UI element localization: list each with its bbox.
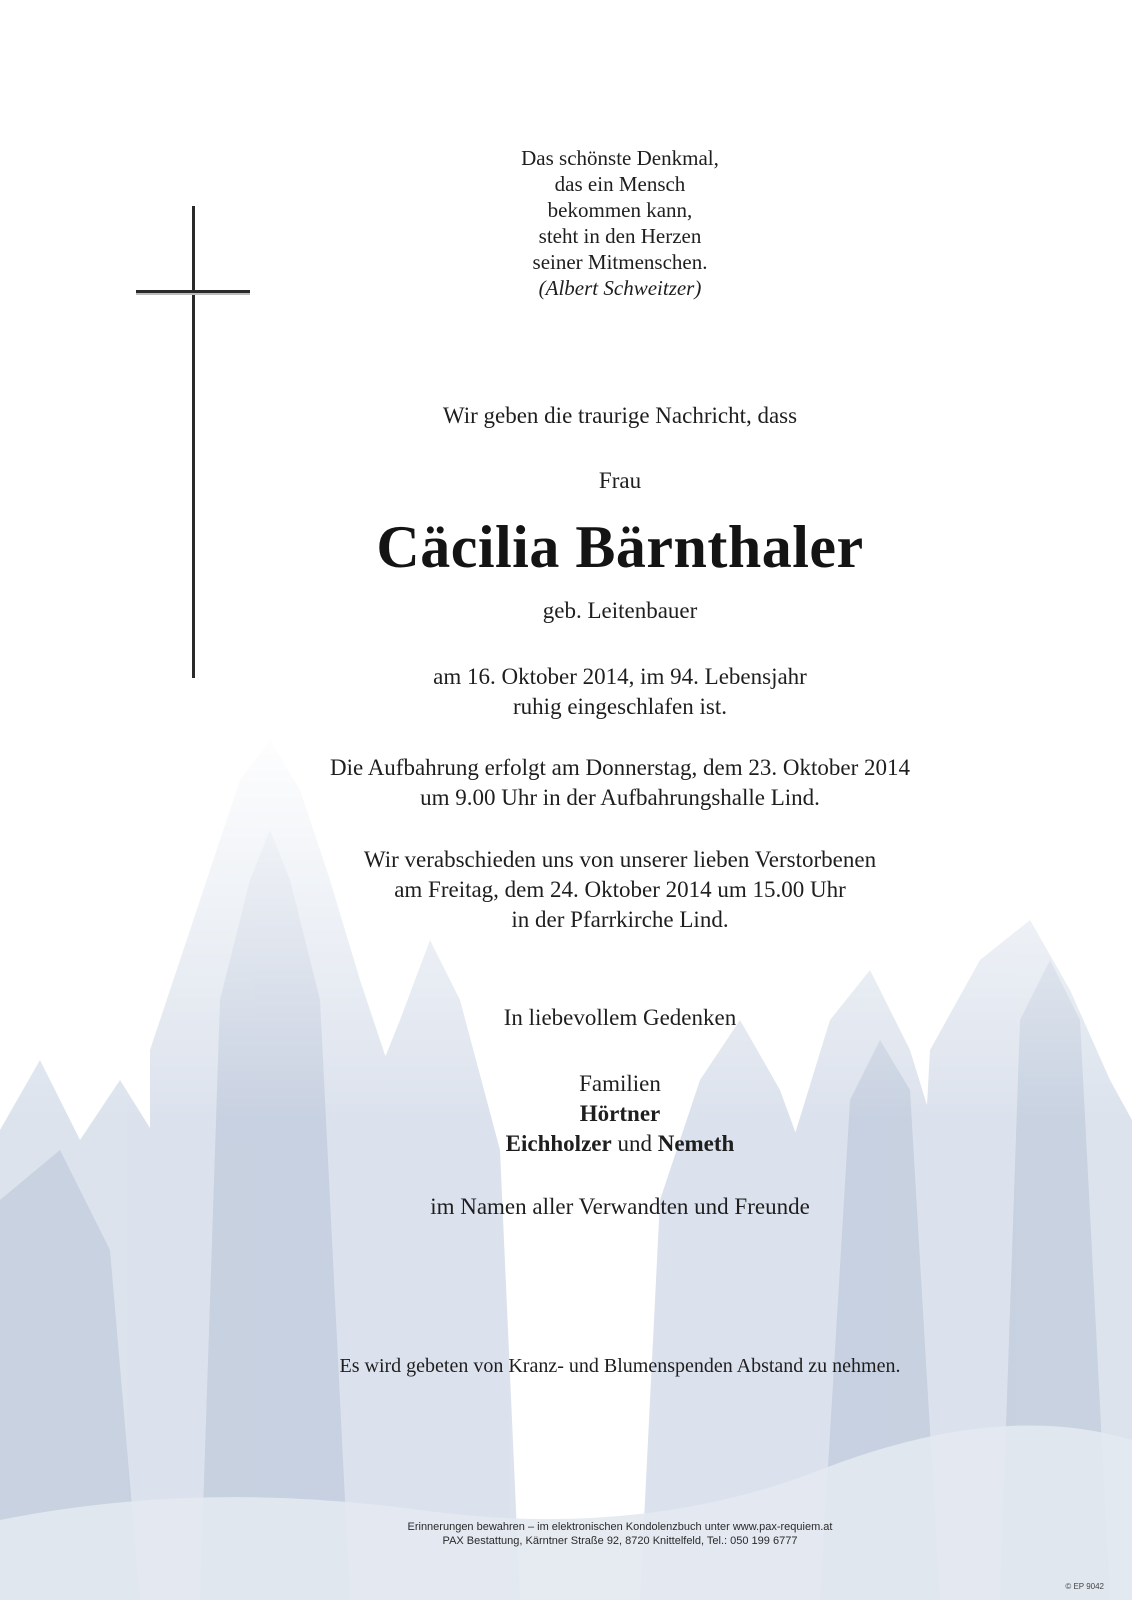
- footer: [270, 1520, 970, 1548]
- cross-icon: [136, 206, 250, 678]
- relatives-line: im Namen aller Verwandten und Freunde: [430, 1194, 810, 1219]
- footer-line-contact: PAX Bestattung, Kärntner Straße 92, 8720 Knittelfeld, Tel.: 050 199 6777: [442, 1535, 798, 1547]
- cross-horizontal-bar: [136, 290, 250, 293]
- farewell-line: in der Pfarrkirche Lind.: [511, 907, 729, 932]
- death-notice: [270, 662, 970, 722]
- memorial-quote: [420, 145, 820, 301]
- cross-vertical-bar: [192, 206, 195, 678]
- salutation: Frau: [598, 468, 642, 493]
- flower-request: Es wird gebeten von Kranz- und Blumenspenden Abstand zu nehmen.: [339, 1355, 901, 1377]
- deceased-name: Cäcilia Bärnthaler: [376, 514, 864, 580]
- farewell-line: Wir verabschieden uns von unserer lieben Verstorbenen: [363, 847, 877, 872]
- family-name: Nemeth: [657, 1131, 735, 1156]
- farewell-line: am Freitag, dem 24. Oktober 2014 um 15.00 Uhr: [394, 877, 846, 902]
- family-name: Hörtner: [579, 1101, 661, 1126]
- families-label: Familien: [579, 1071, 661, 1096]
- viewing-notice: [240, 753, 1000, 813]
- footer-line-condolence: Erinnerungen bewahren – im elektronischen Kondolenzbuch unter www.pax-requiem.at: [407, 1521, 833, 1533]
- quote-line: bekommen kann,: [547, 198, 693, 222]
- announcement-intro: Wir geben die traurige Nachricht, dass: [442, 403, 798, 428]
- family-name: Eichholzer: [505, 1131, 612, 1156]
- quote-author: (Albert Schweitzer): [538, 276, 702, 300]
- farewell-notice: [240, 845, 1000, 935]
- viewing-line: Die Aufbahrung erfolgt am Donnerstag, dem 23. Oktober 2014: [330, 755, 910, 780]
- quote-line: steht in den Herzen: [538, 224, 702, 248]
- quote-line: das ein Mensch: [554, 172, 686, 196]
- quote-line: seiner Mitmenschen.: [532, 250, 708, 274]
- family-connector: und: [617, 1131, 652, 1156]
- quote-line: Das schönste Denkmal,: [521, 146, 719, 170]
- maiden-name: geb. Leitenbauer: [542, 598, 698, 623]
- template-code: © EP 9042: [1065, 1582, 1104, 1591]
- death-line: ruhig eingeschlafen ist.: [513, 694, 727, 719]
- memory-line: In liebevollem Gedenken: [503, 1005, 737, 1030]
- viewing-line: um 9.00 Uhr in der Aufbahrungshalle Lind.: [420, 785, 820, 810]
- families-block: [270, 1069, 970, 1159]
- death-line: am 16. Oktober 2014, im 94. Lebensjahr: [433, 664, 807, 689]
